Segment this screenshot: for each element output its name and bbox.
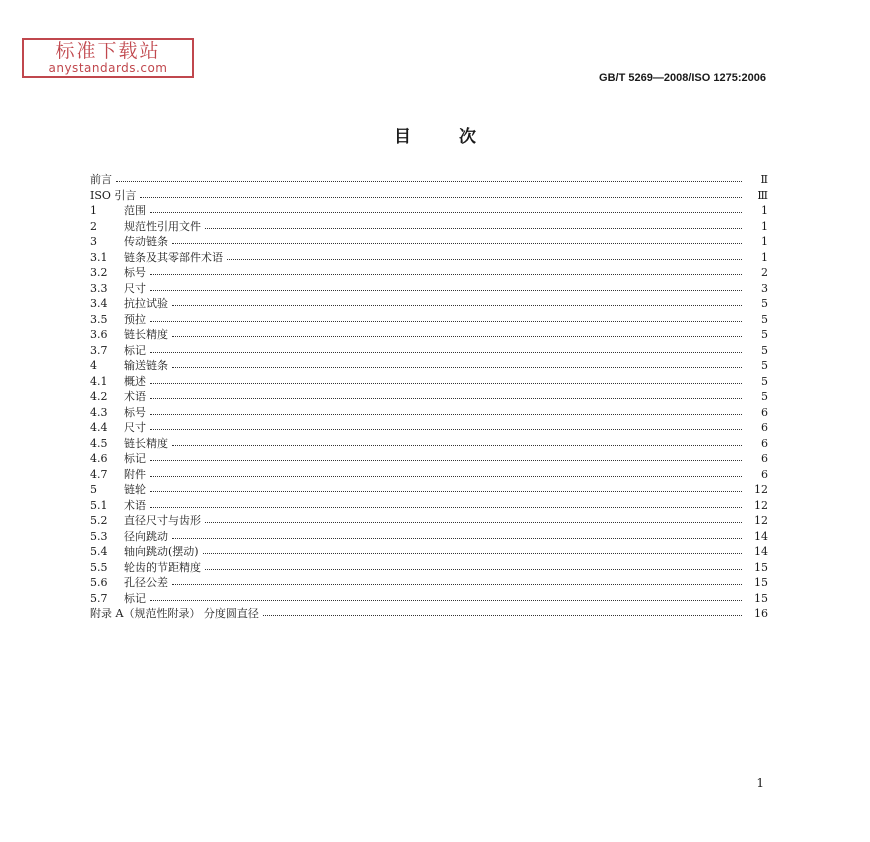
toc-dot-leader — [150, 321, 742, 322]
toc-dot-leader — [172, 336, 742, 337]
toc-entry-page: 5 — [761, 328, 768, 342]
toc-entry-page: 14 — [754, 529, 768, 543]
toc-entry-number: 3.7 — [90, 343, 108, 357]
toc-entry-label: 附件 — [124, 467, 146, 481]
toc-entry-label: 链轮 — [124, 483, 146, 497]
toc-entry-label: 术语 — [124, 498, 146, 512]
toc-entry-number: 3.3 — [90, 281, 108, 295]
toc-entry-number: 4 — [90, 359, 97, 373]
toc-entry-label: 术语 — [124, 390, 146, 404]
toc-entry[interactable] — [90, 529, 768, 545]
toc-entry-number: 3.5 — [90, 312, 108, 326]
toc-entry-number: 5 — [90, 483, 97, 497]
toc-entry[interactable] — [90, 172, 768, 188]
watermark-stamp — [22, 38, 194, 78]
toc-entry[interactable] — [90, 606, 768, 622]
toc-entry-number: 1 — [90, 204, 97, 218]
toc-entry-page: 6 — [761, 421, 768, 435]
toc-entry-page: 6 — [761, 467, 768, 481]
toc-entry[interactable] — [90, 591, 768, 607]
toc-entry-page: 15 — [754, 591, 768, 605]
toc-dot-leader — [140, 197, 742, 198]
toc-entry[interactable] — [90, 312, 768, 328]
toc-dot-leader — [227, 259, 742, 260]
toc-entry[interactable] — [90, 188, 768, 204]
page-number: 1 — [756, 776, 764, 790]
toc-entry[interactable] — [90, 203, 768, 219]
toc-dot-leader — [172, 445, 742, 446]
toc-entry[interactable] — [90, 498, 768, 514]
toc-entry-number: 3.6 — [90, 328, 108, 342]
toc-entry-page: 14 — [754, 545, 768, 559]
standard-code: GB/T 5269—2008/ISO 1275:2006 — [599, 72, 766, 84]
toc-entry-number: 4.7 — [90, 467, 108, 481]
toc-entry-label: 抗拉试验 — [124, 297, 168, 311]
toc-entry-page: 6 — [761, 436, 768, 450]
toc-entry[interactable] — [90, 575, 768, 591]
toc-entry[interactable] — [90, 560, 768, 576]
toc-dot-leader — [172, 305, 742, 306]
toc-entry-label: 尺寸 — [124, 281, 146, 295]
toc-entry-page: 5 — [761, 343, 768, 357]
toc-entry-label: 尺寸 — [124, 421, 146, 435]
toc-entry[interactable] — [90, 436, 768, 452]
toc-entry-page: 1 — [761, 235, 768, 249]
toc-entry-number: 3.4 — [90, 297, 108, 311]
toc-entry-label: 附录 A（规范性附录） 分度圆直径 — [90, 607, 259, 621]
toc-entry[interactable] — [90, 482, 768, 498]
toc-dot-leader — [150, 352, 742, 353]
toc-entry-number: 5.7 — [90, 591, 108, 605]
toc-dot-leader — [172, 243, 742, 244]
toc-entry-page: 12 — [754, 483, 768, 497]
toc-entry-page: 3 — [761, 281, 768, 295]
toc-entry-number: 4.6 — [90, 452, 108, 466]
toc-dot-leader — [150, 491, 742, 492]
toc-entry-page: 5 — [761, 297, 768, 311]
toc-entry-page: 15 — [754, 560, 768, 574]
toc-entry-label: 孔径公差 — [124, 576, 168, 590]
toc-entry-page: 1 — [761, 250, 768, 264]
toc-dot-leader — [172, 538, 742, 539]
toc-entry-page: 16 — [754, 607, 768, 621]
toc-entry-page: 1 — [761, 219, 768, 233]
toc-entry-page: 15 — [754, 576, 768, 590]
toc-entry-label: 范围 — [124, 204, 146, 218]
toc-entry-label: 轴向跳动(摆动) — [124, 545, 199, 559]
toc-entry-page: 6 — [761, 452, 768, 466]
toc-entry-label: 标记 — [124, 452, 146, 466]
toc-entry-page: 5 — [761, 374, 768, 388]
toc-dot-leader — [172, 584, 742, 585]
page-title: 目 次 — [394, 127, 476, 147]
toc-entry-number: 5.3 — [90, 529, 108, 543]
toc-entry[interactable] — [90, 265, 768, 281]
toc-entry-label: 标记 — [124, 591, 146, 605]
toc-dot-leader — [150, 398, 742, 399]
toc-entry-number: 3.2 — [90, 266, 108, 280]
toc-entry-number: 5.4 — [90, 545, 108, 559]
toc-entry[interactable] — [90, 405, 768, 421]
watermark-en: anystandards.com — [48, 61, 168, 75]
toc-entry[interactable] — [90, 467, 768, 483]
toc-dot-leader — [205, 522, 742, 523]
toc-entry-number: 3 — [90, 235, 97, 249]
toc-entry-number: 3.1 — [90, 250, 108, 264]
toc-entry-page: 5 — [761, 390, 768, 404]
toc-entry-label: 标记 — [124, 343, 146, 357]
toc-entry[interactable] — [90, 451, 768, 467]
toc-entry[interactable] — [90, 544, 768, 560]
table-of-contents — [90, 172, 768, 622]
toc-entry-label: 标号 — [124, 266, 146, 280]
toc-entry[interactable] — [90, 219, 768, 235]
toc-entry-page: 2 — [761, 266, 768, 280]
toc-dot-leader — [150, 460, 742, 461]
toc-dot-leader — [150, 290, 742, 291]
toc-entry[interactable] — [90, 374, 768, 390]
toc-entry-page: 12 — [754, 514, 768, 528]
toc-dot-leader — [263, 615, 742, 616]
toc-entry[interactable] — [90, 234, 768, 250]
toc-entry-label: 链条及其零部件术语 — [124, 250, 223, 264]
toc-entry-page: Ⅲ — [757, 188, 768, 202]
toc-entry-label: 直径尺寸与齿形 — [124, 514, 201, 528]
toc-entry-page: 12 — [754, 498, 768, 512]
toc-entry-number: 5.6 — [90, 576, 108, 590]
toc-entry-label: 标号 — [124, 405, 146, 419]
toc-entry[interactable] — [90, 389, 768, 405]
toc-entry-label: 预拉 — [124, 312, 146, 326]
toc-entry-label: 规范性引用文件 — [124, 219, 201, 233]
toc-dot-leader — [116, 181, 742, 182]
toc-entry[interactable] — [90, 250, 768, 266]
toc-entry-page: 1 — [761, 204, 768, 218]
toc-entry-label: 概述 — [124, 374, 146, 388]
toc-entry-label: 径向跳动 — [124, 529, 168, 543]
watermark-cn: 标准下载站 — [55, 40, 161, 62]
toc-entry-number: 5.5 — [90, 560, 108, 574]
toc-dot-leader — [203, 553, 742, 554]
toc-entry-label: 输送链条 — [124, 359, 168, 373]
toc-dot-leader — [205, 228, 742, 229]
toc-entry-number: 4.4 — [90, 421, 108, 435]
toc-dot-leader — [150, 383, 742, 384]
toc-dot-leader — [150, 476, 742, 477]
toc-entry-number: 4.1 — [90, 374, 108, 388]
toc-dot-leader — [150, 600, 742, 601]
toc-entry-label: ISO 引言 — [90, 188, 137, 202]
toc-entry[interactable] — [90, 358, 768, 374]
toc-entry[interactable] — [90, 281, 768, 297]
toc-entry-number: 4.3 — [90, 405, 108, 419]
toc-entry-number: 4.2 — [90, 390, 108, 404]
toc-dot-leader — [150, 507, 742, 508]
toc-entry-page: 6 — [761, 405, 768, 419]
toc-dot-leader — [150, 212, 742, 213]
toc-dot-leader — [205, 569, 742, 570]
toc-entry-number: 2 — [90, 219, 97, 233]
toc-entry-number: 4.5 — [90, 436, 108, 450]
toc-entry-label: 链长精度 — [124, 328, 168, 342]
toc-entry-label: 前言 — [90, 173, 112, 187]
toc-dot-leader — [150, 274, 742, 275]
toc-entry-number: 5.2 — [90, 514, 108, 528]
toc-entry[interactable] — [90, 420, 768, 436]
toc-entry-page: 5 — [761, 312, 768, 326]
toc-dot-leader — [150, 414, 742, 415]
toc-entry[interactable] — [90, 296, 768, 312]
toc-entry-label: 轮齿的节距精度 — [124, 560, 201, 574]
toc-entry-page: 5 — [761, 359, 768, 373]
toc-entry[interactable] — [90, 327, 768, 343]
toc-dot-leader — [150, 429, 742, 430]
toc-entry[interactable] — [90, 343, 768, 359]
toc-entry-number: 5.1 — [90, 498, 108, 512]
toc-entry-page: Ⅱ — [760, 173, 768, 187]
toc-entry-label: 链长精度 — [124, 436, 168, 450]
toc-dot-leader — [172, 367, 742, 368]
toc-entry[interactable] — [90, 513, 768, 529]
toc-entry-label: 传动链条 — [124, 235, 168, 249]
